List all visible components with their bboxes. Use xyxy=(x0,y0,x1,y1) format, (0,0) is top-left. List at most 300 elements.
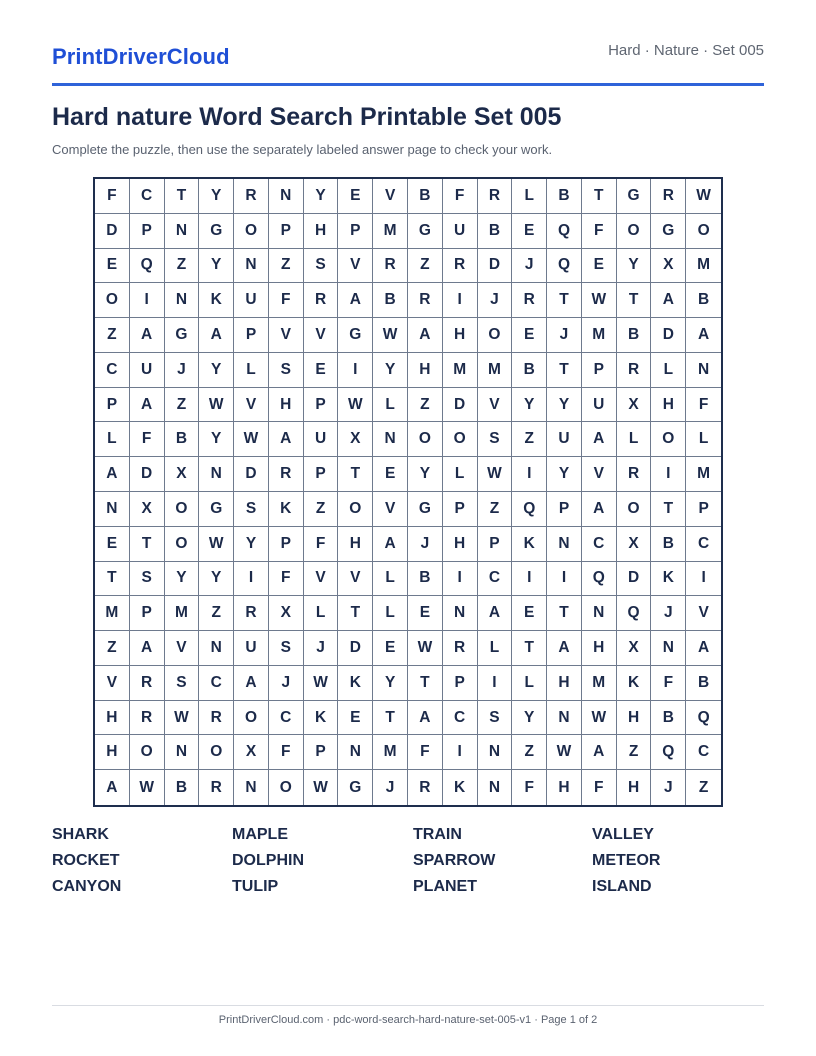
grid-cell: F xyxy=(443,179,478,214)
puzzle-category: Hard · Nature · Set 005 xyxy=(608,42,764,59)
grid-cell: Z xyxy=(408,249,443,284)
grid-cell: T xyxy=(547,353,582,388)
grid-cell: W xyxy=(686,179,721,214)
grid-cell: M xyxy=(373,735,408,770)
grid-cell: J xyxy=(373,770,408,805)
grid-cell: N xyxy=(478,770,513,805)
grid-cell: J xyxy=(304,631,339,666)
grid-cell: K xyxy=(199,283,234,318)
grid-cell: D xyxy=(651,318,686,353)
grid-cell: T xyxy=(338,596,373,631)
grid-cell: V xyxy=(304,562,339,597)
grid-cell: R xyxy=(269,457,304,492)
grid-cell: F xyxy=(269,283,304,318)
grid-cell: G xyxy=(338,318,373,353)
grid-cell: L xyxy=(686,422,721,457)
brand-logo[interactable]: PrintDriverCloud xyxy=(52,44,230,69)
grid-cell: A xyxy=(130,318,165,353)
grid-cell: M xyxy=(478,353,513,388)
grid-cell: Y xyxy=(373,353,408,388)
grid-cell: T xyxy=(373,701,408,736)
grid-cell: T xyxy=(408,666,443,701)
word-list-item: SHARK xyxy=(52,826,109,843)
grid-cell: Z xyxy=(512,422,547,457)
grid-cell: A xyxy=(547,631,582,666)
grid-cell: O xyxy=(95,283,130,318)
grid-cell: S xyxy=(478,701,513,736)
grid-cell: I xyxy=(512,562,547,597)
grid-cell: L xyxy=(373,596,408,631)
grid-cell: R xyxy=(234,179,269,214)
word-list-item: SPARROW xyxy=(413,852,496,869)
footer-divider xyxy=(52,1005,764,1006)
grid-cell: Y xyxy=(199,562,234,597)
grid-cell: E xyxy=(338,701,373,736)
grid-cell: F xyxy=(95,179,130,214)
grid-cell: W xyxy=(408,631,443,666)
grid-cell: A xyxy=(234,666,269,701)
grid-cell: Q xyxy=(617,596,652,631)
grid-cell: Z xyxy=(512,735,547,770)
grid-cell: A xyxy=(686,631,721,666)
grid-cell: W xyxy=(304,666,339,701)
grid-cell: Y xyxy=(165,562,200,597)
grid-cell: J xyxy=(165,353,200,388)
grid-cell: N xyxy=(582,596,617,631)
grid-cell: S xyxy=(165,666,200,701)
word-list-item: DOLPHIN xyxy=(232,852,304,869)
grid-cell: A xyxy=(582,735,617,770)
grid-cell: R xyxy=(130,701,165,736)
grid-cell: L xyxy=(373,562,408,597)
grid-cell: O xyxy=(165,492,200,527)
grid-cell: R xyxy=(443,631,478,666)
grid-cell: I xyxy=(443,562,478,597)
grid-cell: D xyxy=(338,631,373,666)
grid-cell: K xyxy=(617,666,652,701)
grid-cell: B xyxy=(651,527,686,562)
grid-cell: I xyxy=(130,283,165,318)
grid-cell: N xyxy=(651,631,686,666)
grid-cell: W xyxy=(234,422,269,457)
grid-cell: W xyxy=(338,388,373,423)
grid-cell: H xyxy=(408,353,443,388)
grid-cell: B xyxy=(408,179,443,214)
grid-cell: D xyxy=(95,214,130,249)
grid-cell: Q xyxy=(686,701,721,736)
grid-cell: G xyxy=(199,492,234,527)
grid-cell: K xyxy=(651,562,686,597)
grid-cell: A xyxy=(199,318,234,353)
grid-cell: Y xyxy=(547,388,582,423)
word-list-item: TRAIN xyxy=(413,826,462,843)
grid-cell: T xyxy=(582,179,617,214)
grid-cell: V xyxy=(338,249,373,284)
grid-cell: D xyxy=(478,249,513,284)
grid-cell: O xyxy=(443,422,478,457)
grid-cell: A xyxy=(95,457,130,492)
grid-cell: U xyxy=(234,283,269,318)
grid-cell: H xyxy=(95,701,130,736)
grid-cell: V xyxy=(95,666,130,701)
grid-cell: T xyxy=(547,283,582,318)
grid-cell: F xyxy=(130,422,165,457)
grid-cell: T xyxy=(95,562,130,597)
grid-cell: I xyxy=(651,457,686,492)
grid-cell: M xyxy=(686,249,721,284)
grid-cell: N xyxy=(234,770,269,805)
grid-cell: N xyxy=(547,527,582,562)
grid-cell: I xyxy=(234,562,269,597)
grid-cell: G xyxy=(651,214,686,249)
grid-cell: P xyxy=(686,492,721,527)
word-list-item: METEOR xyxy=(592,852,661,869)
grid-cell: R xyxy=(234,596,269,631)
page-footer: PrintDriverCloud.com · pdc-word-search-hard-nature-set-005-v1 · Page 1 of 2 xyxy=(218,1014,598,1026)
grid-cell: N xyxy=(686,353,721,388)
grid-cell: G xyxy=(165,318,200,353)
grid-cell: H xyxy=(269,388,304,423)
grid-cell: C xyxy=(443,701,478,736)
grid-cell: F xyxy=(269,735,304,770)
grid-cell: T xyxy=(617,283,652,318)
grid-cell: L xyxy=(478,631,513,666)
grid-cell: N xyxy=(165,214,200,249)
grid-cell: E xyxy=(512,596,547,631)
grid-cell: J xyxy=(651,596,686,631)
grid-cell: O xyxy=(165,527,200,562)
grid-cell: D xyxy=(617,562,652,597)
grid-cell: U xyxy=(234,631,269,666)
grid-cell: H xyxy=(617,701,652,736)
grid-cell: R xyxy=(617,353,652,388)
grid-cell: Y xyxy=(199,179,234,214)
grid-cell: T xyxy=(547,596,582,631)
grid-cell: B xyxy=(617,318,652,353)
grid-cell: S xyxy=(478,422,513,457)
grid-cell: Q xyxy=(547,214,582,249)
grid-cell: Z xyxy=(698,778,709,796)
grid-cell: C xyxy=(269,701,304,736)
grid-cell: G xyxy=(408,214,443,249)
grid-cell: F xyxy=(512,770,547,805)
grid-cell: U xyxy=(443,214,478,249)
word-list-item: CANYON xyxy=(52,878,122,895)
grid-cell: Z xyxy=(95,318,130,353)
grid-cell: Q xyxy=(130,249,165,284)
grid-cell: L xyxy=(443,457,478,492)
grid-cell: P xyxy=(95,388,130,423)
grid-cell: P xyxy=(234,318,269,353)
grid-cell: P xyxy=(304,388,339,423)
grid-cell: X xyxy=(617,631,652,666)
grid-cell: D xyxy=(443,388,478,423)
grid-cell: N xyxy=(547,701,582,736)
grid-cell: A xyxy=(373,527,408,562)
grid-cell: M xyxy=(95,596,130,631)
grid-cell: N xyxy=(199,457,234,492)
grid-cell: I xyxy=(686,562,721,597)
grid-cell: H xyxy=(338,527,373,562)
word-search-grid xyxy=(93,177,723,807)
grid-cell: P xyxy=(269,214,304,249)
grid-cell: W xyxy=(199,388,234,423)
grid-cell: M xyxy=(373,214,408,249)
grid-cell: H xyxy=(443,318,478,353)
grid-cell: O xyxy=(234,701,269,736)
grid-cell: X xyxy=(651,249,686,284)
grid-cell: D xyxy=(130,457,165,492)
grid-cell: B xyxy=(651,701,686,736)
grid-cell: R xyxy=(199,701,234,736)
grid-cell: N xyxy=(338,735,373,770)
grid-cell: S xyxy=(234,492,269,527)
grid-cell: A xyxy=(408,701,443,736)
grid-cell: A xyxy=(408,318,443,353)
grid-cell: P xyxy=(547,492,582,527)
grid-cell: E xyxy=(408,596,443,631)
word-list xyxy=(52,826,772,896)
grid-cell: C xyxy=(478,562,513,597)
grid-cell: A xyxy=(269,422,304,457)
grid-cell: W xyxy=(199,527,234,562)
grid-cell: P xyxy=(304,457,339,492)
grid-cell: Z xyxy=(408,388,443,423)
grid-cell: A xyxy=(338,283,373,318)
grid-cell: H xyxy=(443,527,478,562)
grid-cell: X xyxy=(338,422,373,457)
grid-cell: P xyxy=(582,353,617,388)
grid-cell: C xyxy=(686,527,721,562)
grid-cell: B xyxy=(165,422,200,457)
grid-cell: E xyxy=(373,631,408,666)
grid-cell: W xyxy=(582,701,617,736)
grid-cell: R xyxy=(408,283,443,318)
grid-cell: K xyxy=(443,770,478,805)
grid-cell: J xyxy=(651,770,686,805)
grid-cell: F xyxy=(269,562,304,597)
grid-cell: P xyxy=(338,214,373,249)
grid-cell: M xyxy=(443,353,478,388)
grid-cell: V xyxy=(338,562,373,597)
grid-cell: E xyxy=(582,249,617,284)
grid-cell: G xyxy=(408,492,443,527)
grid-cell: E xyxy=(373,457,408,492)
grid-cell: Z xyxy=(165,249,200,284)
grid-cell: F xyxy=(686,388,721,423)
grid-cell: A xyxy=(582,492,617,527)
grid-cell: N xyxy=(165,735,200,770)
grid-cell: V xyxy=(686,596,721,631)
grid-cell: P xyxy=(269,527,304,562)
grid-cell: C xyxy=(686,735,721,770)
grid-cell: D xyxy=(234,457,269,492)
grid-cell: P xyxy=(478,527,513,562)
grid-cell: W xyxy=(582,283,617,318)
grid-cell: Y xyxy=(512,388,547,423)
grid-cell: E xyxy=(512,318,547,353)
word-list-item: ROCKET xyxy=(52,852,120,869)
grid-cell: M xyxy=(686,457,721,492)
grid-cell: O xyxy=(338,492,373,527)
word-list-item: MAPLE xyxy=(232,826,288,843)
grid-cell: R xyxy=(651,179,686,214)
grid-cell: W xyxy=(304,770,339,805)
grid-cell: I xyxy=(338,353,373,388)
grid-cell: X xyxy=(234,735,269,770)
grid-cell: I xyxy=(443,283,478,318)
grid-cell: C xyxy=(95,353,130,388)
grid-cell: T xyxy=(512,631,547,666)
grid-cell: O xyxy=(234,214,269,249)
grid-cell: P xyxy=(130,596,165,631)
grid-cell: Y xyxy=(234,527,269,562)
grid-cell: T xyxy=(130,527,165,562)
grid-cell: M xyxy=(582,318,617,353)
grid-cell: T xyxy=(651,492,686,527)
grid-cell: R xyxy=(199,770,234,805)
grid-cell: O xyxy=(130,735,165,770)
grid-cell: I xyxy=(547,562,582,597)
word-list-item: ISLAND xyxy=(592,878,652,895)
grid-cell: Y xyxy=(408,457,443,492)
grid-cell: R xyxy=(512,283,547,318)
grid-cell: W xyxy=(547,735,582,770)
grid-cell: K xyxy=(338,666,373,701)
grid-cell: B xyxy=(478,214,513,249)
grid-cell: E xyxy=(95,527,130,562)
grid-cell: Q xyxy=(651,735,686,770)
grid-cell: B xyxy=(686,283,721,318)
grid-cell: M xyxy=(582,666,617,701)
grid-cell: Y xyxy=(373,666,408,701)
grid-cell: G xyxy=(617,179,652,214)
grid-cell: N xyxy=(478,735,513,770)
grid-cell: T xyxy=(165,179,200,214)
word-list-item: TULIP xyxy=(232,878,279,895)
grid-cell: L xyxy=(512,179,547,214)
grid-cell: V xyxy=(478,388,513,423)
grid-cell: R xyxy=(130,666,165,701)
grid-cell: O xyxy=(651,422,686,457)
grid-cell: H xyxy=(617,770,652,805)
grid-cell: V xyxy=(165,631,200,666)
grid-cell: J xyxy=(547,318,582,353)
grid-cell: C xyxy=(199,666,234,701)
grid-cell: B xyxy=(373,283,408,318)
grid-cell: B xyxy=(165,770,200,805)
grid-cell: R xyxy=(408,770,443,805)
grid-cell: U xyxy=(582,388,617,423)
grid-cell: N xyxy=(95,492,130,527)
grid-cell: O xyxy=(617,492,652,527)
grid-cell: V xyxy=(373,179,408,214)
grid-cell: H xyxy=(304,214,339,249)
grid-cell: J xyxy=(408,527,443,562)
grid-cell: I xyxy=(478,666,513,701)
grid-cell: Z xyxy=(269,249,304,284)
grid-cell: H xyxy=(582,631,617,666)
grid-cell: F xyxy=(304,527,339,562)
grid-cell: B xyxy=(686,666,721,701)
grid-cell: B xyxy=(408,562,443,597)
grid-cell: Y xyxy=(199,422,234,457)
grid-cell: A xyxy=(582,422,617,457)
grid-cell: X xyxy=(165,457,200,492)
page-title: Hard nature Word Search Printable Set 005 xyxy=(52,103,562,131)
grid-cell: W xyxy=(165,701,200,736)
grid-cell: K xyxy=(304,701,339,736)
grid-cell: R xyxy=(478,179,513,214)
grid-cell: T xyxy=(338,457,373,492)
grid-cell: E xyxy=(95,249,130,284)
grid-cell: W xyxy=(478,457,513,492)
grid-cell: G xyxy=(199,214,234,249)
grid-cell: O xyxy=(408,422,443,457)
grid-cell: X xyxy=(617,527,652,562)
grid-cell: N xyxy=(443,596,478,631)
grid-cell: O xyxy=(686,214,721,249)
word-list-item: VALLEY xyxy=(592,826,654,843)
grid-cell: R xyxy=(304,283,339,318)
grid-cell: O xyxy=(478,318,513,353)
grid-cell: L xyxy=(234,353,269,388)
grid-cell: H xyxy=(547,666,582,701)
grid-cell: N xyxy=(269,179,304,214)
grid-cell: U xyxy=(130,353,165,388)
grid-cell: N xyxy=(234,249,269,284)
grid-cell: Z xyxy=(95,631,130,666)
grid-cell: F xyxy=(582,770,617,805)
grid-cell: L xyxy=(304,596,339,631)
grid-cell: E xyxy=(304,353,339,388)
grid-cell: J xyxy=(512,249,547,284)
grid-cell: L xyxy=(95,422,130,457)
grid-cell: R xyxy=(617,457,652,492)
grid-cell: Q xyxy=(512,492,547,527)
grid-cell: V xyxy=(582,457,617,492)
grid-cell: E xyxy=(512,214,547,249)
grid-cell: F xyxy=(582,214,617,249)
grid-cell: O xyxy=(199,735,234,770)
grid-cell: Y xyxy=(304,179,339,214)
grid-cell: P xyxy=(443,492,478,527)
word-list-item: PLANET xyxy=(413,878,477,895)
grid-cell: V xyxy=(304,318,339,353)
grid-cell: J xyxy=(478,283,513,318)
grid-cell: P xyxy=(130,214,165,249)
grid-cell: H xyxy=(547,770,582,805)
grid-cell: F xyxy=(408,735,443,770)
grid-cell: L xyxy=(512,666,547,701)
grid-cell: A xyxy=(95,770,130,805)
grid-cell: U xyxy=(304,422,339,457)
grid-cell: Y xyxy=(617,249,652,284)
grid-cell: Z xyxy=(304,492,339,527)
grid-cell: O xyxy=(269,770,304,805)
grid-cell: M xyxy=(165,596,200,631)
grid-cell: P xyxy=(443,666,478,701)
grid-cell: S xyxy=(269,631,304,666)
grid-cell: L xyxy=(651,353,686,388)
grid-cell: W xyxy=(130,770,165,805)
grid-cell: B xyxy=(512,353,547,388)
grid-cell: Y xyxy=(547,457,582,492)
grid-cell: I xyxy=(512,457,547,492)
grid-cell: V xyxy=(269,318,304,353)
grid-cell: P xyxy=(304,735,339,770)
grid-cell: X xyxy=(269,596,304,631)
